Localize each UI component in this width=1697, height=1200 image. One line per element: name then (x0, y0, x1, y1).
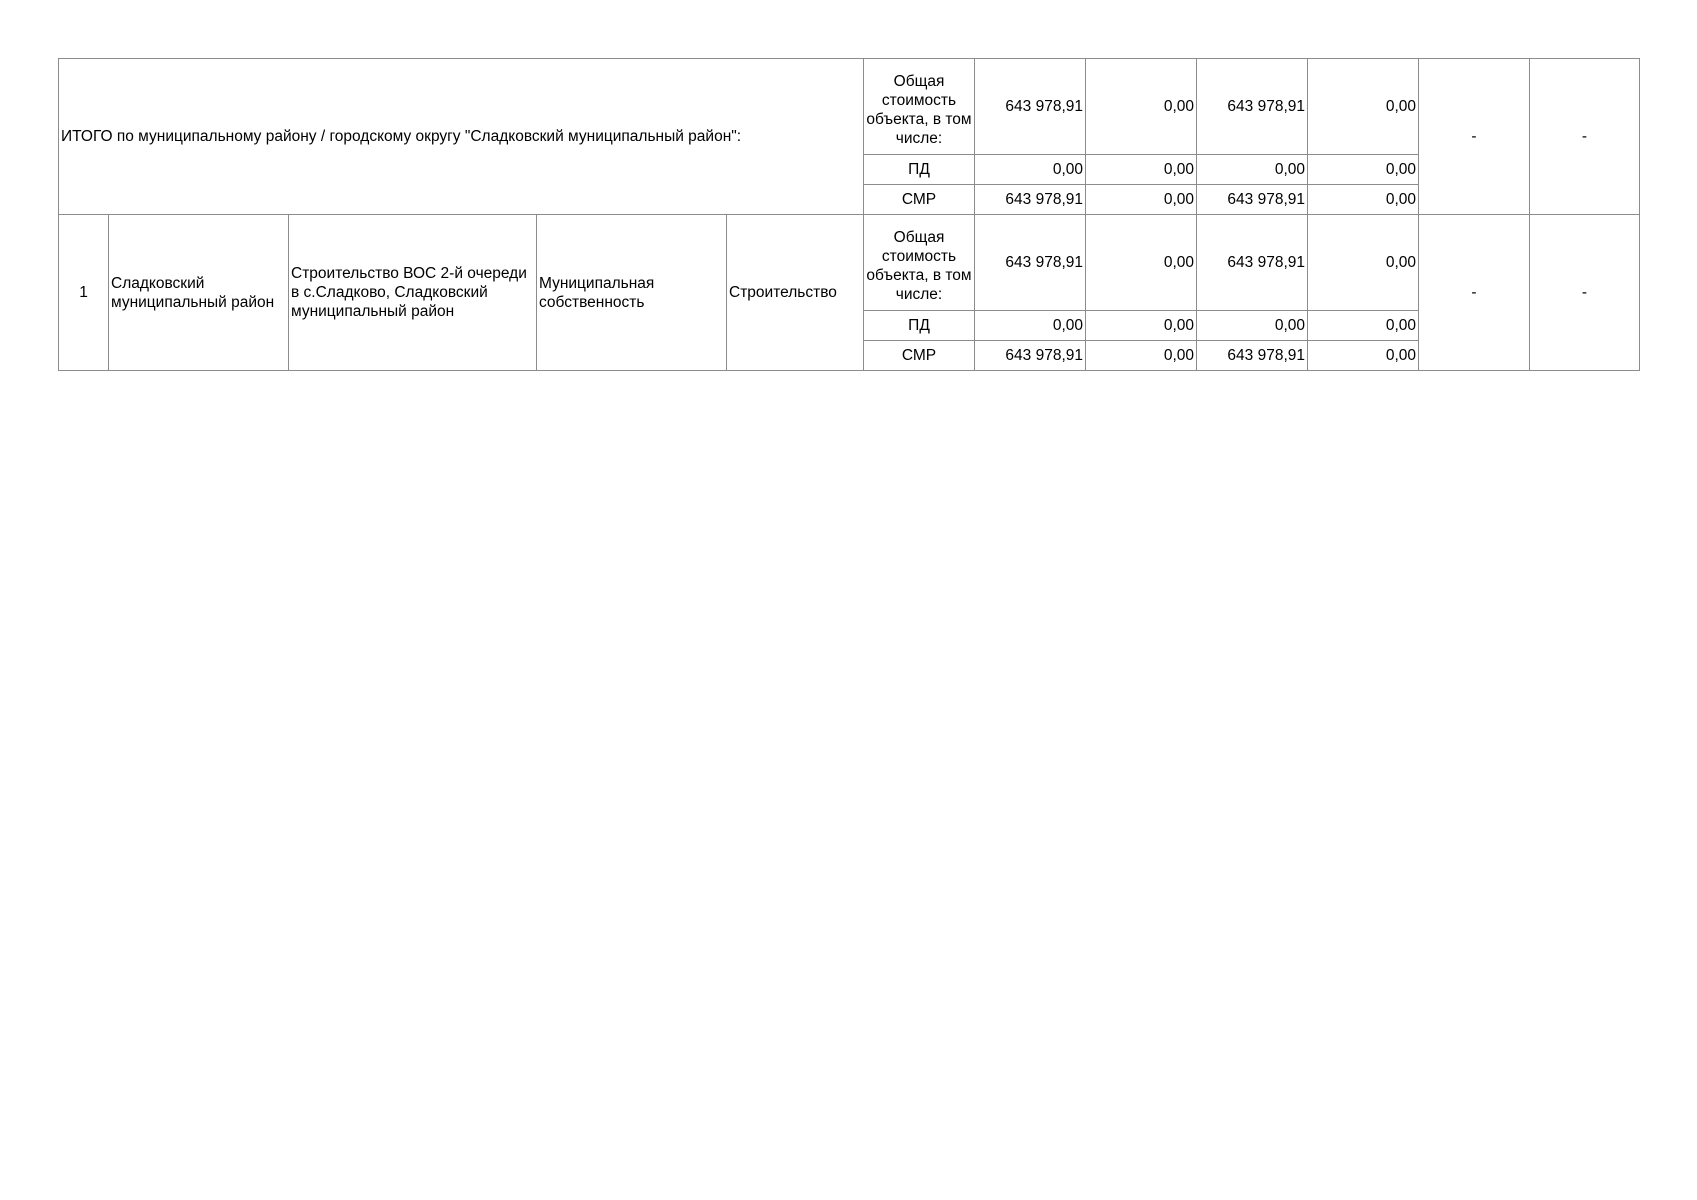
item-number: 1 (59, 215, 109, 371)
summary-smr-value-1: 643 978,91 (975, 185, 1086, 215)
summary-total-value-1: 643 978,91 (975, 59, 1086, 155)
item-smr-value-3: 643 978,91 (1197, 341, 1308, 371)
item-work-type: Строительство (727, 215, 864, 371)
summary-label: ИТОГО по муниципальному району / городскому округу "Сладковский муниципальный район": (59, 59, 864, 215)
item-object: Строительство ВОС 2-й очереди в с.Сладково, Сладковский муниципальный район (289, 215, 537, 371)
summary-smr-value-4: 0,00 (1308, 185, 1419, 215)
summary-type-smr: СМР (864, 185, 975, 215)
item-total-value-3: 643 978,91 (1197, 215, 1308, 311)
item-smr-value-4: 0,00 (1308, 341, 1419, 371)
summary-total-value-3: 643 978,91 (1197, 59, 1308, 155)
item-dash-1: - (1419, 215, 1530, 371)
summary-pd-value-4: 0,00 (1308, 155, 1419, 185)
summary-pd-value-3: 0,00 (1197, 155, 1308, 185)
item-type-total: Общая стоимость объекта, в том числе: (864, 215, 975, 311)
item-pd-value-3: 0,00 (1197, 311, 1308, 341)
item-total-value-1: 643 978,91 (975, 215, 1086, 311)
item-pd-value-4: 0,00 (1308, 311, 1419, 341)
summary-type-pd: ПД (864, 155, 975, 185)
summary-row-total (59, 59, 1640, 155)
summary-dash-1: - (1419, 59, 1530, 215)
summary-type-total: Общая стоимость объекта, в том числе: (864, 59, 975, 155)
item-ownership: Муниципальная собственность (537, 215, 727, 371)
item-type-pd: ПД (864, 311, 975, 341)
item-type-smr: СМР (864, 341, 975, 371)
summary-total-value-4: 0,00 (1308, 59, 1419, 155)
summary-total-value-2: 0,00 (1086, 59, 1197, 155)
item-smr-value-1: 643 978,91 (975, 341, 1086, 371)
summary-pd-value-2: 0,00 (1086, 155, 1197, 185)
item-smr-value-2: 0,00 (1086, 341, 1197, 371)
summary-smr-value-3: 643 978,91 (1197, 185, 1308, 215)
item-pd-value-2: 0,00 (1086, 311, 1197, 341)
item-row-total (59, 215, 1640, 311)
item-dash-2: - (1530, 215, 1640, 371)
summary-dash-2: - (1530, 59, 1640, 215)
item-pd-value-1: 0,00 (975, 311, 1086, 341)
item-total-value-2: 0,00 (1086, 215, 1197, 311)
budget-table (58, 58, 1640, 371)
item-district: Сладковский муниципальный район (109, 215, 289, 371)
summary-pd-value-1: 0,00 (975, 155, 1086, 185)
item-total-value-4: 0,00 (1308, 215, 1419, 311)
summary-smr-value-2: 0,00 (1086, 185, 1197, 215)
